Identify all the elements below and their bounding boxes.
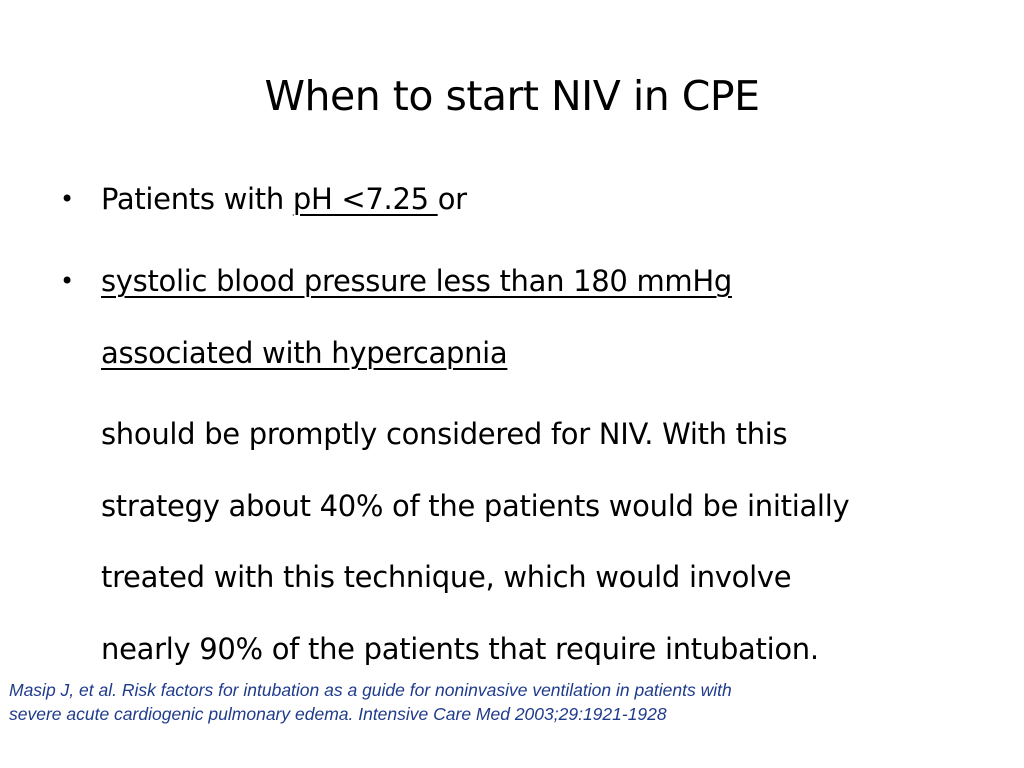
paragraph-line: should be promptly considered for NIV. With this [101,417,788,451]
bullet-text [101,163,467,235]
bullet-dot-icon: • [60,185,74,213]
bullet-text-underlined: pH <7.25 [292,182,438,216]
bullet-text-part: or [437,182,467,216]
paragraph-line: strategy about 40% of the patients would be initially [101,489,850,523]
citation [9,678,1009,726]
bullet-dot-icon: • [60,267,74,295]
bullet-text-underlined: associated with hypercapnia [101,336,508,370]
paragraph-line: treated with this technique, which would involve [101,560,792,594]
citation-line: severe acute cardiogenic pulmonary edema. Intensive Care Med 2003;29:1921-1928 [9,704,667,724]
paragraph-line: nearly 90% of the patients that require intubation. [101,632,819,666]
bullet-text-part: Patients with [101,182,293,216]
bullet-text-underlined: systolic blood pressure less than 180 mmHg [101,264,732,298]
slide-title: When to start NIV in CPE [264,72,760,120]
citation-line: Masip J, et al. Risk factors for intubation as a guide for noninvasive ventilation in patients with [9,680,732,700]
